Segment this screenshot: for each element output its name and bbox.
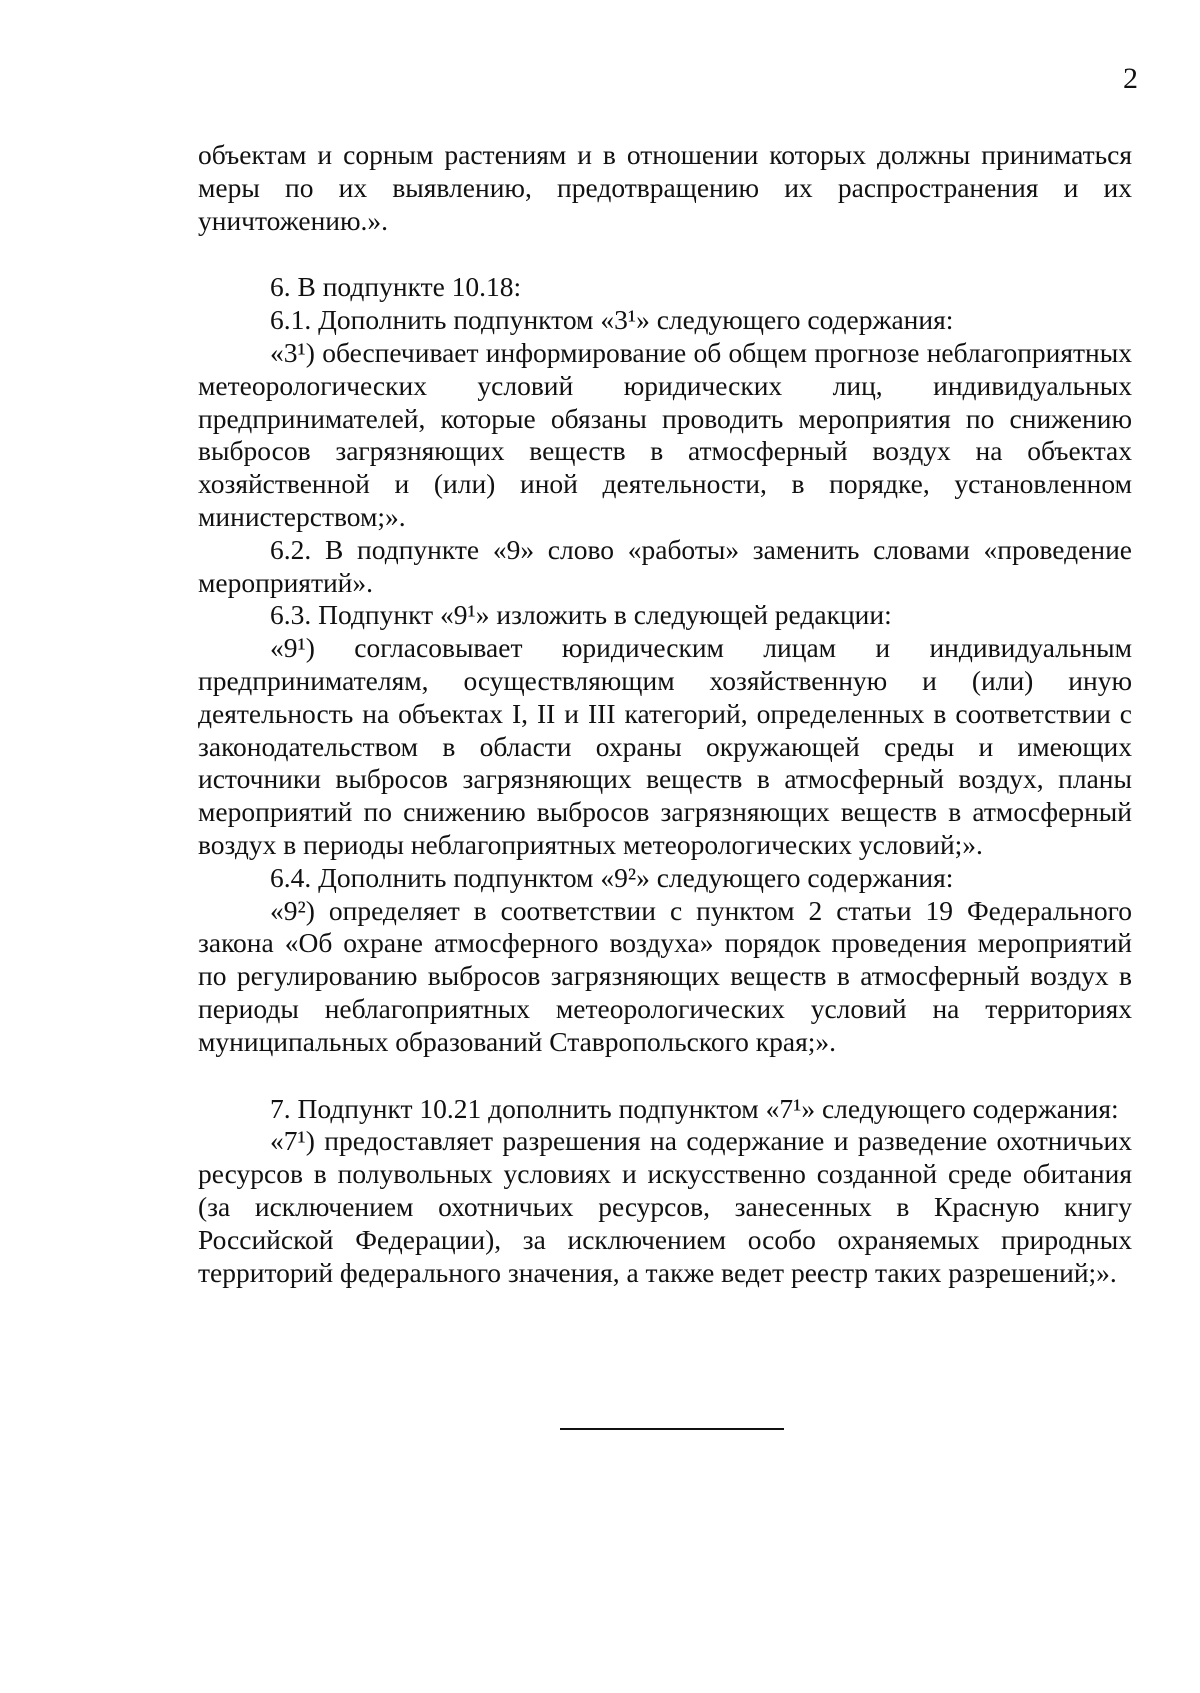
- paragraph-7-1-text: «7¹) предоставляет разрешения на содержание и разведение охотничьих ресурсов в полувольных условиях и искусственно созданной среде обитания (за исключением охотничьих ресурсов, занесенных в Красную книгу Российской Федерации), за исключением особо охраняемых природных территорий федерального значения, а также ведет реестр таких разрешений;».: [198, 1125, 1132, 1288]
- paragraph-6-3: 6.3. Подпункт «9¹» изложить в следующей редакции:: [270, 599, 892, 631]
- paragraph-9-1-text: «9¹) согласовывает юридическим лицам и индивидуальным предпринимателям, осуществляющим хозяйственную и (или) иную деятельность на объектах I, II и III категорий, определенных в соответствии с законодательством в области охраны окружающей среды и имеющих источники выбросов загрязняющих веществ в атмосферный воздух, планы мероприятий по снижению выбросов загрязняющих веществ в атмосферный воздух в периоды неблагоприятных метеорологических условий;».: [198, 632, 1132, 860]
- paragraph-9-2-text: «9²) определяет в соответствии с пунктом 2 статьи 19 Федерального закона «Об охране атмосферного воздуха» порядок проведения мероприятий по регулированию выбросов загрязняющих веществ в атмосферный воздух в периоды неблагоприятных метеорологических условий на территориях муниципальных образований Ставропольского края;».: [198, 894, 1132, 1057]
- section-divider: [560, 1428, 784, 1430]
- paragraph-3-1-text: «3¹) обеспечивает информирование об общем прогнозе неблагоприятных метеорологических условий юридических лиц, индивидуальных предпринимателей, которые обязаны проводить мероприятия по снижению выбросов загрязняющих веществ в атмосферный воздух на объектах хозяйственной и (или) иной деятельности, в порядке, установленном министерством;».: [198, 336, 1132, 532]
- paragraph-6: 6. В подпункте 10.18:: [270, 271, 522, 303]
- paragraph-continuation: объектам и сорным растениям и в отношении которых должны приниматься меры по их выявлению, предотвращению их распространения и их уничтожению.».: [198, 139, 1132, 236]
- page-number: 2: [1123, 62, 1138, 95]
- paragraph-6-2: 6.2. В подпункте «9» слово «работы» заменить словами «проведение мероприятий».: [198, 533, 1132, 598]
- paragraph-6-4: 6.4. Дополнить подпунктом «9²» следующего содержания:: [270, 861, 954, 893]
- paragraph-6-1: 6.1. Дополнить подпунктом «3¹» следующего содержания:: [270, 304, 954, 336]
- document-body: [198, 139, 1132, 1289]
- paragraph-7: 7. Подпункт 10.21 дополнить подпунктом «7¹» следующего содержания:: [270, 1092, 1119, 1124]
